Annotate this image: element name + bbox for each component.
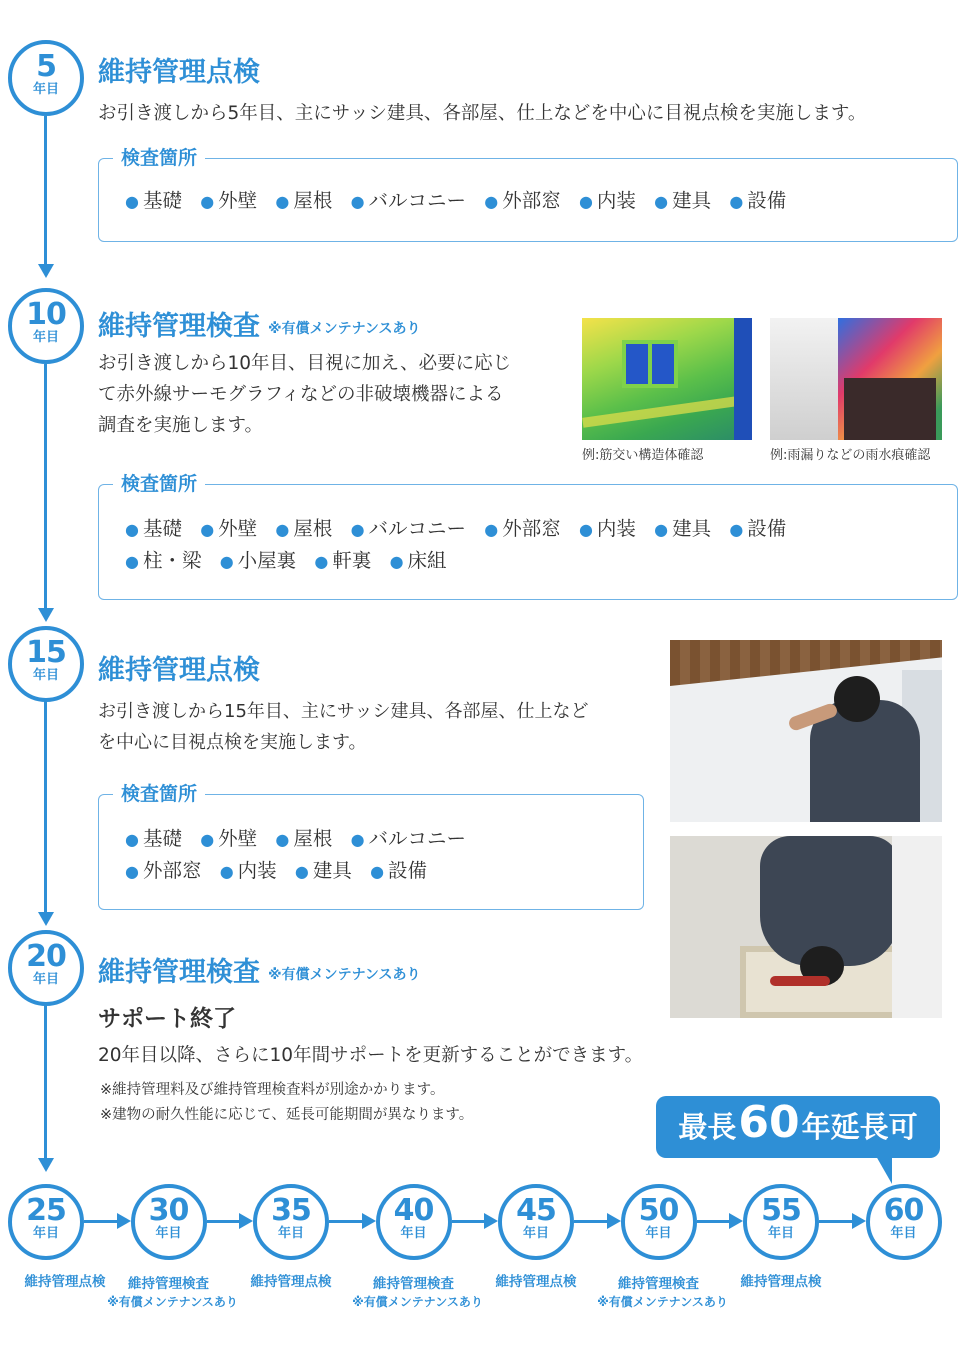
inspection-item: ● 外部窓 (125, 855, 201, 887)
arrow-down-icon (38, 264, 54, 278)
year-unit: 年目 (400, 1226, 427, 1241)
year-unit: 年目 (277, 1226, 304, 1241)
arrow-right-icon (239, 1213, 253, 1229)
timeline-note: ※有償メンテナンスあり (107, 1295, 238, 1309)
timeline-label: 維持管理検査 (128, 1276, 209, 1292)
inspection-box (98, 147, 958, 242)
inspection-item: ● 設備 (729, 513, 786, 545)
year-badge-40 (376, 1184, 452, 1260)
year-unit: 年目 (767, 1226, 794, 1241)
year-badge-30 (131, 1184, 207, 1260)
arrow-right-icon (607, 1213, 621, 1229)
paid-note: ※有償メンテナンスあり (268, 320, 421, 337)
year-unit: 年目 (155, 1226, 182, 1241)
arrow-right-icon (484, 1213, 498, 1229)
inspection-item: ● 外壁 (200, 185, 257, 217)
year-unit: 年目 (522, 1226, 549, 1241)
inspection-item: ● 小屋裏 (220, 545, 296, 577)
max-years: 60 (738, 1097, 800, 1148)
timeline-line (44, 116, 47, 268)
year-unit: 年目 (645, 1226, 672, 1241)
year-badge-60 (866, 1184, 942, 1260)
inspection-item: ● バルコニー (351, 185, 466, 217)
timeline-line (44, 700, 47, 916)
year-badge-25 (8, 1184, 84, 1260)
year-number: 25 (26, 1193, 66, 1228)
inspection-item: ● 床組 (390, 545, 447, 577)
section-description: お引き渡しから15年目、主にサッシ建具、各部屋、仕上など を中心に目視点検を実施します。 (98, 701, 589, 753)
inspection-item: ● 屋根 (275, 185, 332, 217)
image-caption: 例:雨漏りなどの雨水痕確認 (770, 448, 931, 463)
inspection-item: ● 内装 (579, 185, 636, 217)
section-title: 維持管理検査 ※有償メンテナンスあり (98, 957, 421, 988)
timeline-label: 維持管理点検 (740, 1274, 822, 1290)
inspection-item: ● 建具 (295, 855, 352, 887)
inspection-item: ● 基礎 (125, 823, 182, 855)
year-number: 40 (393, 1193, 434, 1228)
inspection-box (98, 473, 958, 600)
timeline-connector (697, 1220, 732, 1223)
support-end-label: サポート終了 (98, 1006, 236, 1032)
timeline-note: ※有償メンテナンスあり (352, 1295, 483, 1309)
arrow-down-icon (38, 912, 54, 926)
bubble-tail (876, 1156, 892, 1184)
inspection-item: ● 柱・梁 (125, 545, 201, 577)
box-title: 検査箇所 (113, 472, 205, 496)
year-badge-45 (498, 1184, 574, 1260)
year-unit: 年目 (32, 82, 59, 97)
section-description: 20年目以降、さらに10年間サポートを更新することができます。 (98, 1045, 644, 1066)
year-unit: 年目 (890, 1226, 917, 1241)
arrow-down-icon (38, 608, 54, 622)
timeline-connector (819, 1220, 854, 1223)
inspection-item: ● バルコニー (351, 823, 466, 855)
inspection-item: ● 内装 (579, 513, 636, 545)
year-badge-15 (8, 626, 84, 702)
year-unit: 年目 (32, 1226, 59, 1241)
year-number: 45 (516, 1193, 556, 1228)
arrow-right-icon (729, 1213, 743, 1229)
timeline-label: 維持管理検査 (618, 1276, 699, 1292)
inspection-item: ● 外部窓 (484, 513, 560, 545)
box-title: 検査箇所 (113, 782, 205, 806)
inspection-item: ● 基礎 (125, 185, 182, 217)
timeline-connector (452, 1220, 487, 1223)
inspection-item: ● 建具 (654, 513, 711, 545)
paid-note: ※有償メンテナンスあり (268, 966, 421, 983)
inspection-item: ● 外壁 (200, 823, 257, 855)
section-title: 維持管理検査 ※有償メンテナンスあり (98, 311, 421, 342)
section-description: お引き渡しから10年目、目視に加え、必要に応じ て赤外線サーモグラフィなどの非破壊機器による 調査を実施します。 (98, 353, 512, 436)
timeline-connector (84, 1220, 119, 1223)
year-badge-55 (743, 1184, 819, 1260)
timeline-connector (574, 1220, 609, 1223)
max-extension-bubble: 最長60年延長可 (656, 1096, 940, 1158)
year-number: 20 (26, 939, 66, 974)
year-unit: 年目 (32, 668, 59, 683)
year-badge-5 (8, 40, 84, 116)
timeline-label: 維持管理点検 (24, 1274, 106, 1290)
arrow-right-icon (852, 1213, 866, 1229)
inspection-item: ● 設備 (370, 855, 427, 887)
arrow-right-icon (362, 1213, 376, 1229)
box-title: 検査箇所 (113, 146, 205, 170)
inspection-item: ● 基礎 (125, 513, 182, 545)
year-badge-10 (8, 288, 84, 364)
inspection-photo-ceiling (670, 640, 942, 822)
inspection-item: ● 屋根 (275, 513, 332, 545)
notes: ※維持管理料及び維持管理検査料が別途かかります。 ※建物の耐久性能に応じて、延長可能期間が異なります。 (100, 1082, 474, 1123)
year-unit: 年目 (32, 972, 59, 987)
inspection-item: ● 屋根 (275, 823, 332, 855)
timeline-connector (207, 1220, 242, 1223)
year-badge-20 (8, 930, 84, 1006)
inspection-item: ● バルコニー (351, 513, 466, 545)
year-number: 35 (271, 1193, 311, 1228)
timeline-label: 維持管理点検 (250, 1274, 332, 1290)
thermography-image-leak (770, 318, 942, 440)
year-badge-35 (253, 1184, 329, 1260)
year-number: 60 (883, 1193, 924, 1228)
timeline-note: ※有償メンテナンスあり (597, 1295, 728, 1309)
year-number: 55 (761, 1193, 801, 1228)
timeline-line (44, 364, 47, 612)
inspection-item: ● 軒裏 (314, 545, 371, 577)
section-title: 維持管理点検 (98, 655, 260, 686)
timeline-label: 維持管理検査 (373, 1276, 454, 1292)
year-badge-50 (621, 1184, 697, 1260)
inspection-item: ● 外部窓 (484, 185, 560, 217)
year-number: 5 (36, 49, 56, 84)
year-unit: 年目 (32, 330, 59, 345)
year-number: 50 (638, 1193, 679, 1228)
thermography-image-bracing (582, 318, 752, 440)
inspection-item: ● 設備 (729, 185, 786, 217)
image-caption: 例:筋交い構造体確認 (582, 448, 704, 463)
year-number: 30 (148, 1193, 189, 1228)
inspection-box (98, 783, 644, 910)
year-number: 15 (26, 635, 66, 670)
inspection-photo-underfloor (670, 836, 942, 1018)
inspection-item: ● 外壁 (200, 513, 257, 545)
section-description: お引き渡しから5年目、主にサッシ建具、各部屋、仕上などを中心に目視点検を実施します。 (98, 103, 867, 124)
arrow-down-icon (38, 1158, 54, 1172)
arrow-right-icon (117, 1213, 131, 1229)
section-title: 維持管理点検 (98, 57, 260, 88)
timeline-connector (329, 1220, 364, 1223)
year-number: 10 (26, 297, 66, 332)
timeline-label: 維持管理点検 (495, 1274, 577, 1290)
timeline-line (44, 1004, 47, 1160)
inspection-item: ● 内装 (220, 855, 277, 887)
inspection-item: ● 建具 (654, 185, 711, 217)
